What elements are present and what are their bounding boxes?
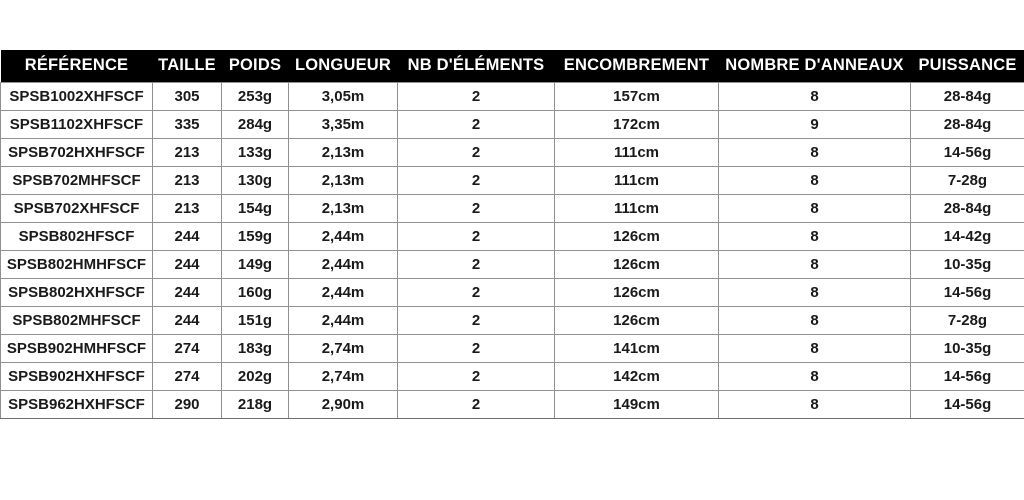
table-cell: SPSB902HXHFSCF bbox=[1, 362, 153, 390]
table-cell: 8 bbox=[719, 194, 911, 222]
table-cell: 111cm bbox=[555, 138, 719, 166]
table-header bbox=[1, 50, 1024, 82]
table-cell: 157cm bbox=[555, 82, 719, 110]
table-cell: SPSB702HXHFSCF bbox=[1, 138, 153, 166]
table-cell: SPSB702XHFSCF bbox=[1, 194, 153, 222]
table-body bbox=[1, 82, 1024, 418]
table-cell: 2,13m bbox=[289, 138, 398, 166]
column-header-2: TAILLE bbox=[153, 50, 222, 82]
table-row bbox=[1, 362, 1024, 390]
table-cell: 7-28g bbox=[911, 306, 1024, 334]
table-row bbox=[1, 110, 1024, 138]
table-cell: 274 bbox=[153, 362, 222, 390]
table-cell: 111cm bbox=[555, 194, 719, 222]
product-spec-table bbox=[0, 50, 1024, 419]
table-cell: 253g bbox=[222, 82, 289, 110]
table-cell: 160g bbox=[222, 278, 289, 306]
column-header-7: NOMBRE D'ANNEAUX bbox=[719, 50, 911, 82]
table-cell: 154g bbox=[222, 194, 289, 222]
table-cell: 149cm bbox=[555, 390, 719, 418]
table-cell: 9 bbox=[719, 110, 911, 138]
table-cell: 2,13m bbox=[289, 166, 398, 194]
table-cell: SPSB802HMHFSCF bbox=[1, 250, 153, 278]
table-cell: 14-42g bbox=[911, 222, 1024, 250]
table-cell: 8 bbox=[719, 362, 911, 390]
table-cell: 2 bbox=[398, 110, 555, 138]
table-cell: 133g bbox=[222, 138, 289, 166]
table-cell: 2,44m bbox=[289, 278, 398, 306]
table-cell: 8 bbox=[719, 82, 911, 110]
table-row bbox=[1, 334, 1024, 362]
column-header-8: PUISSANCE bbox=[911, 50, 1024, 82]
table-cell: 3,05m bbox=[289, 82, 398, 110]
table-cell: 8 bbox=[719, 390, 911, 418]
table-cell: 244 bbox=[153, 278, 222, 306]
table-cell: SPSB1102XHFSCF bbox=[1, 110, 153, 138]
table-cell: 2,74m bbox=[289, 362, 398, 390]
table-cell: 159g bbox=[222, 222, 289, 250]
table-cell: 2,44m bbox=[289, 250, 398, 278]
table-cell: 14-56g bbox=[911, 278, 1024, 306]
table-cell: 305 bbox=[153, 82, 222, 110]
table-cell: 141cm bbox=[555, 334, 719, 362]
table-cell: 218g bbox=[222, 390, 289, 418]
table-row bbox=[1, 250, 1024, 278]
table-cell: 2 bbox=[398, 82, 555, 110]
table-cell: 244 bbox=[153, 306, 222, 334]
table-cell: 2,44m bbox=[289, 222, 398, 250]
table-cell: 2 bbox=[398, 222, 555, 250]
table-cell: 213 bbox=[153, 194, 222, 222]
table-cell: 2 bbox=[398, 334, 555, 362]
table-cell: 28-84g bbox=[911, 82, 1024, 110]
table-cell: 8 bbox=[719, 138, 911, 166]
table-cell: 172cm bbox=[555, 110, 719, 138]
table-cell: 2 bbox=[398, 390, 555, 418]
table-cell: 8 bbox=[719, 278, 911, 306]
table-cell: 8 bbox=[719, 166, 911, 194]
table-cell: 2,13m bbox=[289, 194, 398, 222]
table-cell: 274 bbox=[153, 334, 222, 362]
table-cell: 8 bbox=[719, 306, 911, 334]
product-spec-table-container bbox=[0, 50, 1024, 419]
column-header-4: LONGUEUR bbox=[289, 50, 398, 82]
table-cell: 126cm bbox=[555, 306, 719, 334]
column-header-3: POIDS bbox=[222, 50, 289, 82]
table-cell: SPSB702MHFSCF bbox=[1, 166, 153, 194]
table-cell: SPSB802HXHFSCF bbox=[1, 278, 153, 306]
table-cell: 213 bbox=[153, 138, 222, 166]
header-row bbox=[1, 50, 1024, 82]
table-row bbox=[1, 138, 1024, 166]
table-cell: SPSB1002XHFSCF bbox=[1, 82, 153, 110]
table-cell: SPSB802HFSCF bbox=[1, 222, 153, 250]
table-cell: 28-84g bbox=[911, 110, 1024, 138]
table-row bbox=[1, 306, 1024, 334]
table-cell: 10-35g bbox=[911, 250, 1024, 278]
table-cell: 213 bbox=[153, 166, 222, 194]
table-row bbox=[1, 222, 1024, 250]
table-cell: 149g bbox=[222, 250, 289, 278]
table-cell: 7-28g bbox=[911, 166, 1024, 194]
table-cell: 142cm bbox=[555, 362, 719, 390]
table-cell: 183g bbox=[222, 334, 289, 362]
table-cell: 8 bbox=[719, 222, 911, 250]
table-cell: 14-56g bbox=[911, 390, 1024, 418]
column-header-6: ENCOMBREMENT bbox=[555, 50, 719, 82]
table-cell: 151g bbox=[222, 306, 289, 334]
column-header-1: RÉFÉRENCE bbox=[1, 50, 153, 82]
column-header-5: NB D'ÉLÉMENTS bbox=[398, 50, 555, 82]
table-cell: 14-56g bbox=[911, 138, 1024, 166]
table-cell: SPSB962HXHFSCF bbox=[1, 390, 153, 418]
table-cell: 10-35g bbox=[911, 334, 1024, 362]
table-cell: 2,74m bbox=[289, 334, 398, 362]
table-cell: 335 bbox=[153, 110, 222, 138]
table-cell: 2 bbox=[398, 250, 555, 278]
table-cell: 126cm bbox=[555, 250, 719, 278]
table-cell: 28-84g bbox=[911, 194, 1024, 222]
table-cell: 126cm bbox=[555, 222, 719, 250]
table-row bbox=[1, 166, 1024, 194]
table-row bbox=[1, 82, 1024, 110]
table-cell: 8 bbox=[719, 334, 911, 362]
table-cell: 202g bbox=[222, 362, 289, 390]
table-cell: 130g bbox=[222, 166, 289, 194]
table-cell: 2 bbox=[398, 138, 555, 166]
table-cell: 2 bbox=[398, 166, 555, 194]
table-row bbox=[1, 390, 1024, 418]
table-cell: 8 bbox=[719, 250, 911, 278]
table-row bbox=[1, 194, 1024, 222]
table-cell: 2 bbox=[398, 306, 555, 334]
table-cell: 290 bbox=[153, 390, 222, 418]
table-cell: 2 bbox=[398, 194, 555, 222]
table-cell: 2,90m bbox=[289, 390, 398, 418]
table-cell: 244 bbox=[153, 250, 222, 278]
table-cell: 2 bbox=[398, 278, 555, 306]
table-cell: 2,44m bbox=[289, 306, 398, 334]
table-cell: 14-56g bbox=[911, 362, 1024, 390]
table-row bbox=[1, 278, 1024, 306]
table-cell: SPSB802MHFSCF bbox=[1, 306, 153, 334]
table-cell: 2 bbox=[398, 362, 555, 390]
table-cell: 3,35m bbox=[289, 110, 398, 138]
table-cell: SPSB902HMHFSCF bbox=[1, 334, 153, 362]
table-cell: 111cm bbox=[555, 166, 719, 194]
table-cell: 284g bbox=[222, 110, 289, 138]
table-cell: 244 bbox=[153, 222, 222, 250]
table-cell: 126cm bbox=[555, 278, 719, 306]
